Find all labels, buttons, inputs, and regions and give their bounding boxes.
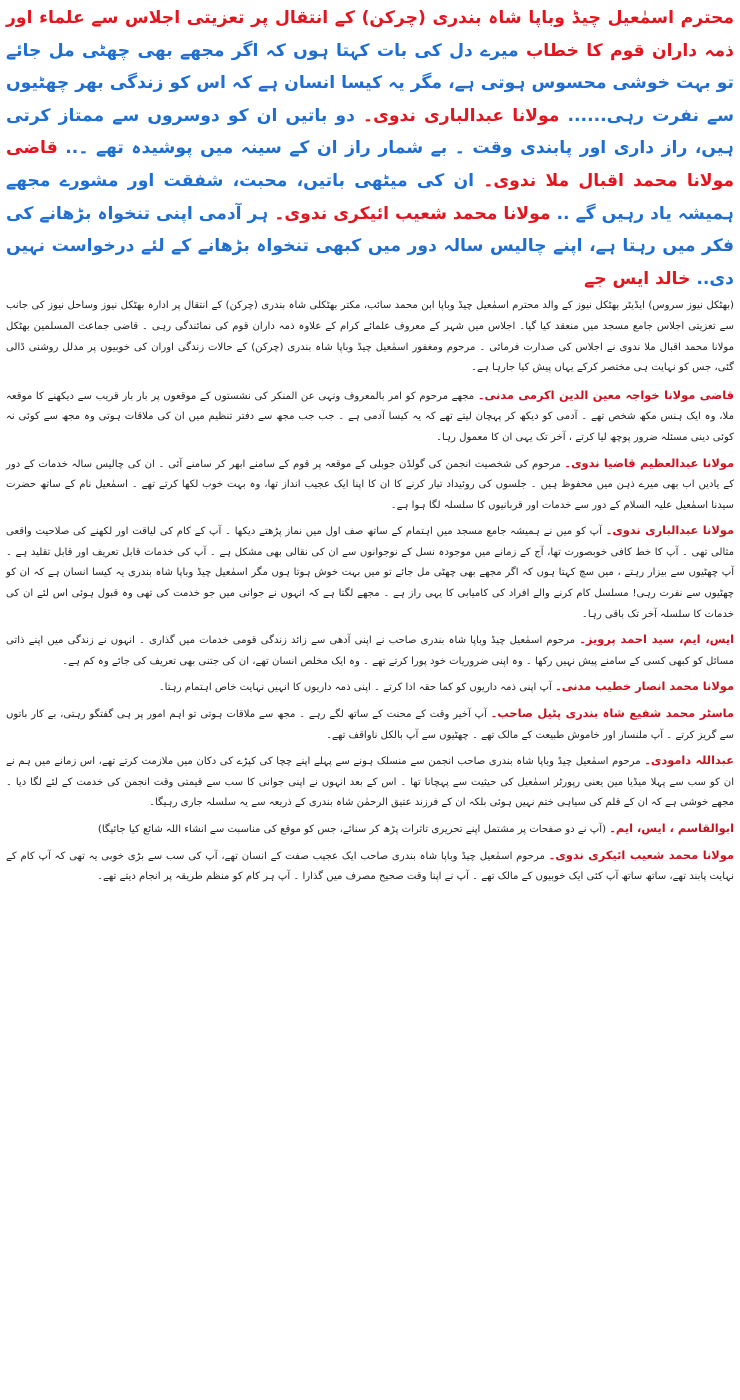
headline-speaker-2: قاضی مولانا محمد اقبال ملا ندوی۔ <box>6 138 734 191</box>
tribute-speaker: مولانا محمد انصار خطیب مدنی۔ <box>555 679 734 694</box>
tribute-text: مرحوم اسمٰعیل چیڈ وباپا شاہ بندری صاحب ایک عجیب صفت کے انسان تھے، آپ کی سب سے بڑی خوبی یہ تھی کہ آپ کام کے نہایت پابند تھے، ساتھ ساتھ آپ کئی ایک خوبیوں کے مالک تھے ۔ آپ نے اپنا وقت صحیح مصرف میں گذارا ۔ آپ ہر کام کو منظم طریقہ پر انجام دیتے تھے۔ <box>6 850 734 883</box>
tribute-text: مرحوم کی شخصیت انجمن کی گولڈن جوبلی کے موقعہ پر قوم کے سامنے ابھر کر سامنے آئی ۔ ان کی چالیس سالہ خدمات کے دور کے یادیں اب بھی میرے ذہن میں محفوظ ہیں ۔ جلسوں کی روئیداد تیار کرنے کا ان کا اپنا ایک عجیب انداز تھا، وہ بہت خوب لکھا کرتے تھے ۔ اسمٰعیل نام کے ساتھ حضرت سیدنا اسمٰعیل علیہ السلام کے دور سے خدمات اور قربانیوں کا سلسلہ لگا ہوا ہے۔ <box>6 458 734 511</box>
tribute-speaker: مولانا محمد شعیب ائیکری ندوی۔ <box>548 847 734 862</box>
tribute-speaker: قاضی مولانا خواجہ معین الدین اکرمی مدنی۔ <box>477 387 734 402</box>
tribute-text: (آپ نے دو صفحات پر مشتمل اپنے تحریری تاثرات پڑھ کر سنائے، جس کو موقع کی مناسبت سے انشاء اللہ شائع کیا جائیگا) <box>97 824 610 835</box>
tribute-text: مرحوم اسمٰعیل چیڈ وباپا شاہ بندری صاحب نے اپنی آدھی سے زائد زندگی قومی خدمات میں گذاری ۔ انہوں نے زندگی میں اپنے ذاتی مسائل کو کبھی کسی کے سامنے پیش نہیں رکھا ۔ وہ اپنی ضروریات خود پورا کرتے تھے ۔ وہ ایک مخلص انسان تھے، ان کی جتنی بھی تعریف کی جائے وہ کم ہے۔ <box>6 635 734 667</box>
headline-quote-2: دو باتیں ان کو دوسروں سے ممتاز کرتی ہیں، راز داری اور پابندی وقت ۔ بے شمار راز ان کے سینہ میں پوشیدہ تھے ۔.. <box>6 105 734 159</box>
tribute-text: مجھے مرحوم کو امر بالمعروف ونہی عن المنکر کی نشستوں کے موقعوں پر بار بار قریب سے دیکھنے کا موقعہ ملا، وہ ایک ہنس مکھ شخص تھے ۔ آدمی کو دیکھ کر پہچان لیتے تھے کہ یہ کیسا آدمی ہے ۔ جب جب مجھ سے دفتر تنظیم میں ان کی ملاقات ہوتی وہ مجھ سے کوئی نہ کوئی دینی مسئلہ ضرور پوچھ لیا کرتے ، آخر تک یہی ان کا معمول رہا۔ <box>6 390 734 443</box>
tribute-text: آپ آخیر وقت کے محنت کے ساتھ لگے رہے ۔ مجھ سے ملاقات ہوتی تو اہم امور پر ہی گفتگو رہتی، بے کار باتوں سے گریز کرتے ۔ آپ ملنسار اور خاموش طبیعت کے مالک تھے ۔ چھٹیوں سے آپ بالکل ناواقف تھے۔ <box>6 709 734 741</box>
tribute-speaker: عبداللہ دامودی۔ <box>644 753 734 768</box>
tribute-paragraph <box>6 520 734 625</box>
headline-speaker-1: مولانا عبدالباری ندوی۔ <box>363 105 560 126</box>
tribute-speaker: ماسٹر محمد شفیع شاہ بندری پٹیل صاحب۔ <box>490 706 734 721</box>
tribute-paragraph <box>6 703 734 746</box>
tribute-paragraph <box>6 629 734 672</box>
headline-quote-3: ان کی میٹھی باتیں، محبت، شفقت اور مشورے مجھے ہمیشہ یاد رہیں گے .. <box>6 170 735 224</box>
headline-speaker-3: مولانا محمد شعیب ائیکری ندوی۔ <box>274 203 551 224</box>
intro-paragraph: (بھٹکل نیوز سروس) ایڈیٹر بھٹکل نیوز کے والد محترم اسمٰعیل چیڈ وباپا ابن محمد سائب، مکتر بھٹکلی شاہ بندری (چرکن) کے انتقال پر ادارہ بھٹکل نیوز وساحل نیوز کی جانب سے تعزیتی اجلاس جامع مسجد میں منعقد کیا گیا۔ اجلاس میں شہر کے معروف علمائے کرام کے علاوہ ذمہ داران قوم کی نمائندگی رہی ۔ قاضی جماعت المسلمین بھٹکل مولانا محمد اقبال ملا ندوی نے اجلاس کی صدارت فرمائی ۔ مرحوم ومغفور اسمٰعیل چیڈ وباپا شاہ بندری (چرکن) کے حالات زندگی اوران کی خوبیوں پر مدلل روشنی ڈالی گئی، جس کو نہایت ہی مختصر کرکے یہاں پیش کیا جارہا ہے۔ <box>6 300 734 374</box>
tribute-text: مرحوم اسمٰعیل چیڈ وباپا شاہ بندری صاحب انجمن سے منسلک ہونے سے پہلے اپنے چچا کی کپڑے کی دکان میں ملازمت کرتے تھے، اس زمانے میں ہم نے ان کو سب سے پہلا میڈیا مین یعنی رپورٹر اسمٰعیل کی حیثیت سے پہچانا تھا ۔ اس کے بعد انہوں نے اپنی جوانی کا سب سے قیمتی وقت انجمن کی خدمت کے لئے لگا دیا ۔ مجھے خوشی ہے کہ ان کے قلم کی سیاہی ختم نہیں ہوئی بلکہ ان کے فرزند عتیق الرحمٰن شاہ بندری کے ذریعہ سے یہ سلسلہ جاری رہیگا۔ <box>6 756 734 809</box>
headline-title: محترم اسمٰعیل چیڈ وباپا شاہ بندری (چرکن) کے انتقال پر تعزیتی اجلاس سے علماء اور ذمہ داران قوم کا خطاب <box>6 8 734 61</box>
tribute-paragraph <box>6 385 734 449</box>
headline-quote-4: ہر آدمی اپنی تنخواہ بڑھانے کی فکر میں رہتا ہے، اپنے چالیس سالہ دور میں کبھی تنخواہ بڑھانے کے لئے درخواست نہیں دی.. <box>6 203 734 289</box>
tribute-text: آپ اپنی ذمہ داریوں کو کما حقہ ادا کرتے ۔ اپنی ذمہ داریوں کا انہیں نہایت خاص اہتمام رہتا۔ <box>158 682 556 694</box>
headline-quote-1: میرے دل کی بات کہتا ہوں کہ اگر مجھے بھی چھٹی مل جائے تو بہت خوشی محسوس ہوتی ہے، مگر یہ کیسا انسان ہے کہ اس کو زندگی بھر چھٹیوں سے نفرت رہی...... <box>6 40 734 126</box>
tribute-speaker: ایس، ایم، سید احمد پرویز۔ <box>579 632 734 647</box>
tribute-paragraph <box>6 676 734 699</box>
headline-author: خالد ایس جے <box>584 268 691 289</box>
tribute-text: آپ کو میں نے ہمیشہ جامع مسجد میں اہتمام کے ساتھ صف اول میں نماز پڑھتے دیکھا ۔ آپ کے کام کی لیاقت اور لکھنے کی صلاحیت واقعی مثالی تھی ۔ آپ کا خط کافی خوبصورت تھا، آج کے زمانے میں موجودہ نسل کے نوجوانوں سے ان کی نقالی بھی مشکل ہے ۔ آپ کی خدمات قابل تعریف اور قابل تقلید ہے ۔ آپ چھٹیوں سے بیزار رہتے ، میں سچ کہتا ہوں کہ اگر مجھے بھی چھٹی مل جائے تو میں بہت خوش ہوتا ہوں مگر اسمٰعیل چیڈ وباپا شاہ بندری یہ کیسا انسان ہے کہ ان کو چھٹیوں سے نفرت رہی! مسلسل کام کرنے والے افراد کی کامیابی کا یہی راز ہے ۔ مجھے لگتا ہے کہ انہوں نے جوانی میں جو خدمت کی تھی وہ قبول ہوئی اس لئے ان کی خدمات کا سلسلہ آخر تک باقی رہا۔ <box>6 526 734 620</box>
tribute-speaker: ابوالقاسم ، ایس، ایم۔ <box>609 821 734 835</box>
tribute-speaker: مولانا عبدالعظیم قاضیا ندوی۔ <box>564 455 734 470</box>
tribute-speaker: مولانا عبدالباری ندوی۔ <box>605 523 734 538</box>
tribute-paragraph <box>6 845 734 888</box>
headline <box>6 2 734 295</box>
tribute-paragraph <box>6 453 734 517</box>
tribute-paragraph <box>6 750 734 814</box>
tribute-paragraph <box>6 818 734 841</box>
